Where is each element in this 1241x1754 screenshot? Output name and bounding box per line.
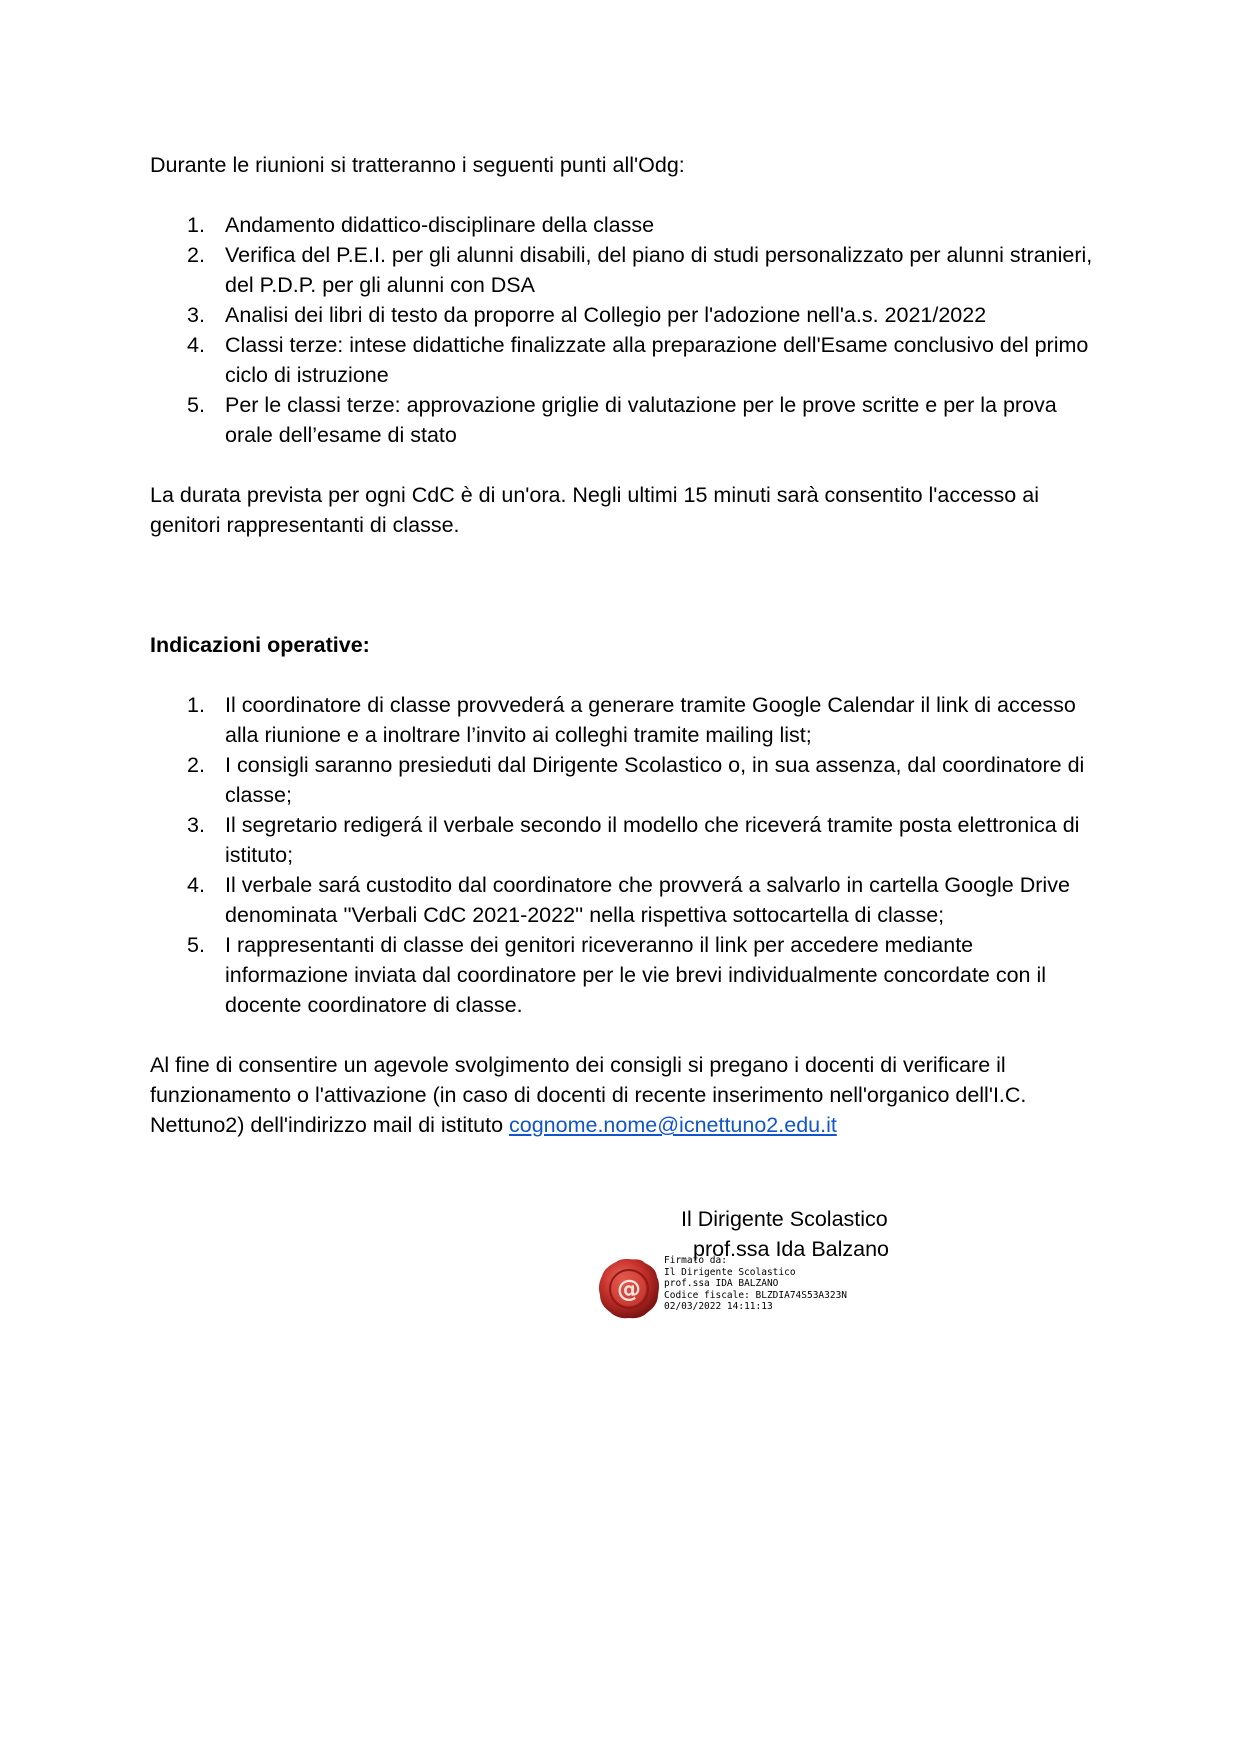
list-item-text: Per le classi terze: approvazione griglie di valutazione per le prove scritte e per la prova orale dell’esame di stato [225, 393, 1057, 447]
operative-heading: Indicazioni operative: [150, 633, 370, 657]
list-item [150, 930, 1100, 1020]
closing-text: Al fine di consentire un agevole svolgimento dei consigli si pregano i docenti di verificare il funzionamento o l'attivazione (in caso di docenti di recente inserimento nell'organico dell'I.C. Nettuno2) dell'indirizzo mail di istituto [150, 1053, 1027, 1137]
list-item-text: Andamento didattico-disciplinare della classe [225, 213, 655, 237]
stamp-line: Codice fiscale: BLZDIA74S53A323N [664, 1289, 848, 1301]
stamp-line: Il Dirigente Scolastico [664, 1266, 796, 1278]
stamp-line: Firmato da: [664, 1255, 727, 1266]
list-item [150, 750, 1100, 810]
list-item [150, 330, 1100, 390]
duration-paragraph: La durata prevista per ogni CdC è di un'ora. Negli ultimi 15 minuti sarà consentito l'accesso ai genitori rappresentanti di classe. [150, 483, 1039, 537]
signature-name: prof.ssa Ida Balzano [693, 1237, 890, 1261]
list-number: 2. [187, 753, 205, 777]
wax-seal-at-icon [596, 1256, 662, 1322]
list-number: 3. [187, 303, 205, 327]
list-number: 4. [187, 333, 205, 357]
list-number: 1. [187, 693, 205, 717]
list-number: 5. [187, 933, 205, 957]
list-number: 2. [187, 243, 205, 267]
list-item-text: Analisi dei libri di testo da proporre al Collegio per l'adozione nell'a.s. 2021/2022 [225, 303, 987, 327]
list-item [150, 810, 1100, 870]
list-item [150, 300, 1100, 330]
list-item-text: Il verbale sará custodito dal coordinatore che provverá a salvarlo in cartella Google Drive denominata ''Verbali CdC 2021-2022'' nella rispettiva sottocartella di classe; [225, 873, 1070, 927]
agenda-list [150, 210, 1100, 450]
list-number: 4. [187, 873, 205, 897]
list-item [150, 390, 1100, 450]
closing-paragraph [150, 1050, 1100, 1140]
intro-paragraph: Durante le riunioni si tratteranno i seguenti punti all'Odg: [150, 153, 685, 177]
list-item-text: Il coordinatore di classe provvederá a generare tramite Google Calendar il link di accesso alla riunione e a inoltrare l’invito ai colleghi tramite mailing list; [225, 693, 1076, 747]
digital-signature-stamp [664, 1255, 847, 1313]
stamp-line: 02/03/2022 14:11:13 [664, 1301, 773, 1312]
document-body [150, 150, 1100, 1140]
list-item [150, 210, 1100, 240]
list-item-text: I consigli saranno presieduti dal Dirigente Scolastico o, in sua assenza, dal coordinatore di classe; [225, 753, 1085, 807]
list-item-text: I rappresentanti di classe dei genitori riceveranno il link per accedere mediante informazione inviata dal coordinatore per le vie brevi individualmente concordate con il docente coordinatore di classe. [225, 933, 1047, 1017]
signature-title: Il Dirigente Scolastico [681, 1207, 888, 1231]
list-item-text: Il segretario redigerá il verbale secondo il modello che riceverá tramite posta elettronica di istituto; [225, 813, 1080, 867]
list-number: 5. [187, 393, 205, 417]
list-item [150, 870, 1100, 930]
email-link[interactable]: cognome.nome@icnettuno2.edu.it [509, 1113, 837, 1137]
list-item-text: Verifica del P.E.I. per gli alunni disabili, del piano di studi personalizzato per alunni stranieri, del P.D.P. per gli alunni con DSA [225, 243, 1093, 297]
list-item [150, 240, 1100, 300]
list-number: 3. [187, 813, 205, 837]
stamp-line: prof.ssa IDA BALZANO [664, 1278, 779, 1289]
list-item [150, 690, 1100, 750]
list-item-text: Classi terze: intese didattiche finalizzate alla preparazione dell'Esame conclusivo del primo ciclo di istruzione [225, 333, 1089, 387]
operative-list [150, 690, 1100, 1020]
svg-text:@: @ [617, 1275, 641, 1303]
list-number: 1. [187, 213, 205, 237]
